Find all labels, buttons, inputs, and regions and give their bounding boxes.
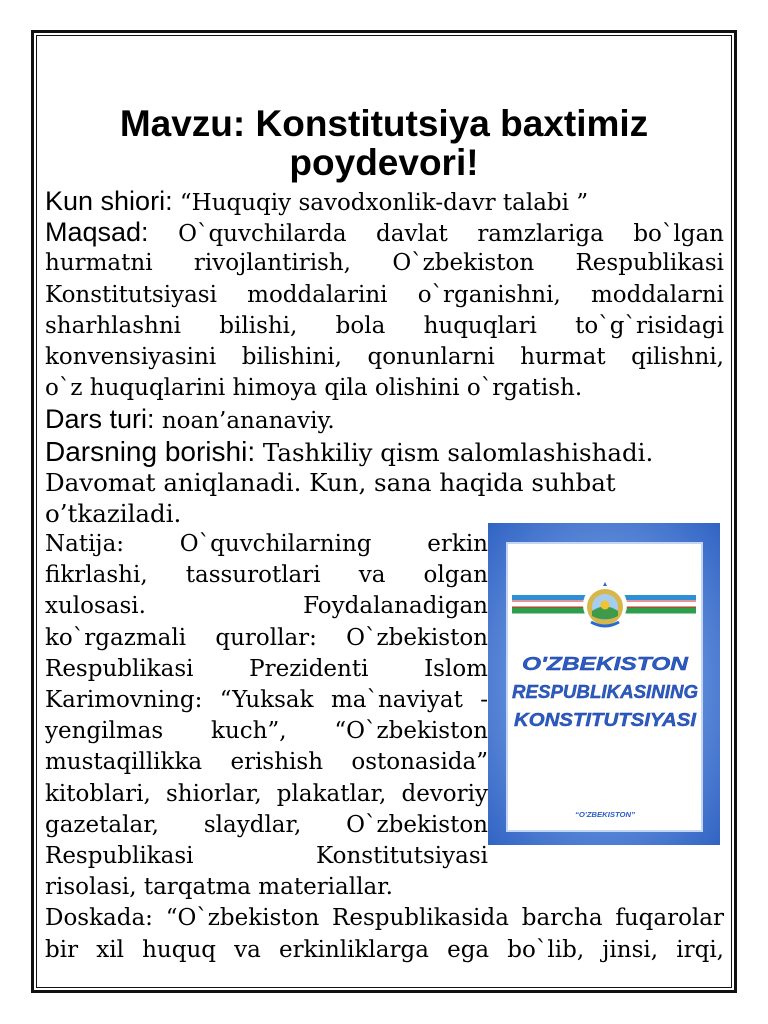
maqsad-line [45,217,724,248]
lesson-title-line-2: poydevori! [289,142,479,183]
dars-turi-text: noan’ananaviy. [161,408,335,435]
darsning-borishi-line [45,436,724,467]
natija-text-line: Karimovning: “Yuksak ma`naviyat - [45,687,488,713]
doskada-text-line: bir xil huquq va erkinliklarga ega bo`lib, jinsi, irqi, [45,936,724,963]
cover-publisher-label: “O'ZBEKISTON” [575,812,636,819]
maqsad-text-line: Konstitutsiyasi moddalarini o`rganishni, moddalarni [45,281,724,308]
natija-paragraph [45,529,488,903]
natija-text-line: gazetalar, slaydlar, O`zbekiston [45,811,488,838]
natija-text-line: Respublikasi Prezidenti Islom [45,655,488,682]
maqsad-text-line: hurmatni rivojlantirish, O`zbekiston Respublikasi [45,250,724,277]
lesson-title-line-1: Mavzu: Konstitutsiya baxtimiz [119,103,649,144]
natija-text-line: ko`rgazmali qurollar: O`zbekiston [45,624,488,651]
natija-text-line: xulosasi. Foydalanadigan [45,593,488,620]
natija-text-line: Respublikasi Konstitutsiyasi [45,842,488,869]
dars-turi-line [45,404,724,435]
natija-text-line: kitoblari, shiorlar, plakatlar, devoriy [45,780,488,807]
cover-title-line-2: RESPUBLIKASINING [512,682,698,702]
natija-text-line: risolasi, tarqatma materiallar. [45,874,393,901]
darsning-borishi-label: Darsning borishi: [45,435,256,467]
doskada-text-line: Doskada: “O`zbekiston Respublikasida barcha fuqarolar [45,905,724,932]
natija-text-line: yengilmas kuch”, “O`zbekiston [45,718,488,745]
dars-turi-label: Dars turi: [45,404,155,435]
maqsad-text-line: konvensiyasini bilishini, qonunlarni hurmat qilishni, [45,343,724,370]
maqsad-text: O`quvchilarda davlat ramzlariga bo`lgan [178,221,724,248]
natija-text-line: fikrlashi, tassurotlari va olgan [45,562,488,589]
cover-title-line-3: KONSTITUTSIYASI [514,710,698,730]
kun-shiori-label: Kun shiori: [45,186,173,216]
natija-text-line: Natija: O`quvchilarning erkin [45,531,488,558]
lesson-title [36,104,732,182]
kun-shiori-text: “Huquqiy savodxonlik-davr talabi ” [179,190,589,216]
darsning-borishi-text-line: Davomat aniqlanadi. Kun, sana haqida suhbat [45,467,616,497]
book-cover-art [488,523,720,845]
constitution-book-cover-image [488,523,720,845]
darsning-borishi-text: Tashkiliy qism salomlashishadi. [262,437,654,467]
maqsad-text-line: sharhlashni bilishi, bola huquqlari to`g`risidagi [45,312,724,339]
cover-title-line-1: O'ZBEKISTON [522,654,690,674]
maqsad-text-line: o`z huquqlarini himoya qila olishini o`rgatish. [45,375,583,402]
natija-text-line: mustaqillikka erishish ostonasida” [45,749,488,776]
maqsad-label: Maqsad: [45,217,149,248]
darsning-borishi-text-line: o’tkaziladi. [45,498,182,528]
kun-shiori-line [45,186,724,217]
